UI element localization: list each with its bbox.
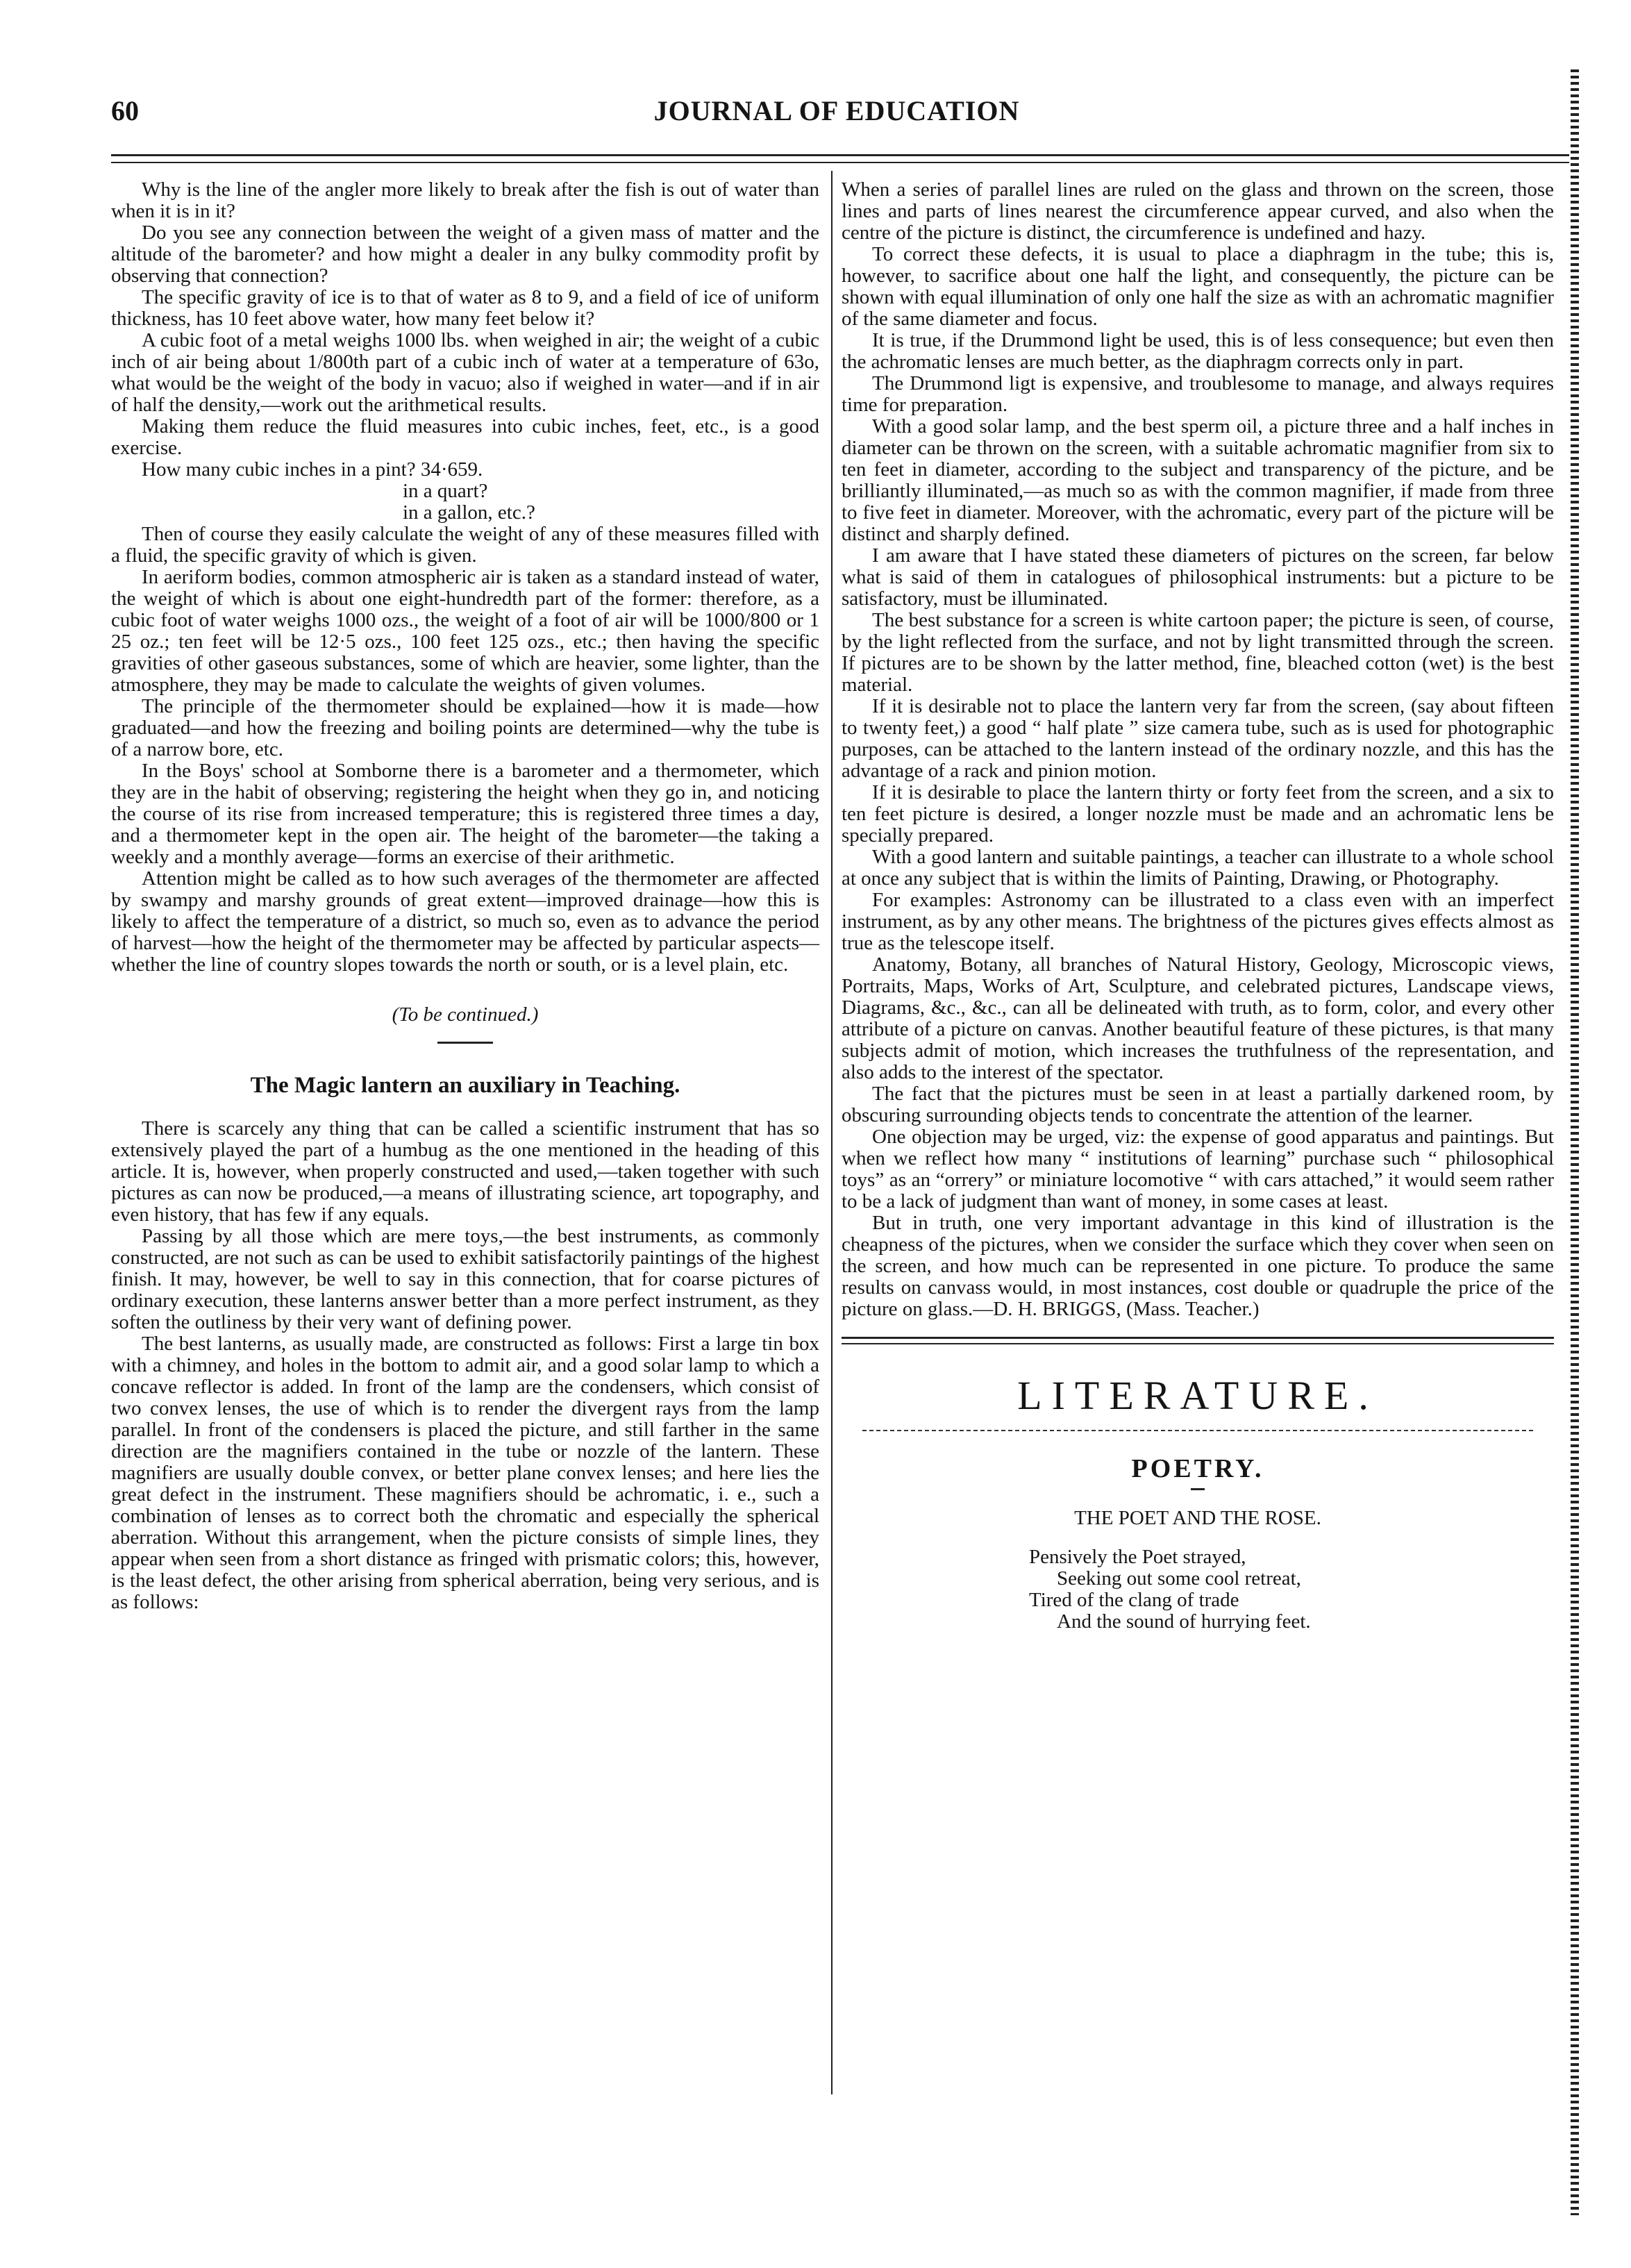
article-paragraph: But in truth, one very important advantage in this kind of illustration is the cheapness of the pictures, when we consider the surface which they cover when seen on the screen, and how much can be represented in one picture. To produce the same results on canvass would, in most instances, cost double or quadruple the price of the picture on glass.—D. H. BRIGGS, (Mass. Teacher.) [842,1212,1554,1320]
article-paragraph: To correct these defects, it is usual to place a diaphragm in the tube; this is, however, to sacrifice about one half the light, and consequently, the picture can be shown with equal illumination of only one half the size as with an achromatic magnifier of the same diameter and focus. [842,243,1554,330]
question-paragraph: The specific gravity of ice is to that of water as 8 to 9, and a field of ice of uniform thickness, has 10 feet above water, how many feet below it? [111,286,819,330]
article-paragraph: For examples: Astronomy can be illustrated to a class even with an imperfect instrument, as by any other means. The brightness of the pictures gives effects almost as true as the telescope itself. [842,889,1554,954]
body-paragraph: How many cubic inches in a pint? 34·659. [142,458,483,481]
page-header [111,94,1562,136]
question-paragraph: A cubic foot of a metal weighs 1000 lbs. when weighed in air; the weight of a cubic inch of air being about 1/800th part of a cubic inch of water at a temperature of 63o, what would be the weight of the body in vacuo; also if weighed in water—and if in air of half the density,—work out the arithmetical results. [111,329,819,416]
body-paragraph: Then of course they easily calculate the weight of any of these measures filled with a fluid, the specific gravity of which is given. [111,523,819,567]
column-divider [831,171,833,2094]
article-paragraph: Passing by all those which are mere toys,—the best instruments, as commonly constructed, are not such as can be used to exhibit satisfactorily paintings of the highest finish. It may, however, be well to say in this connection, that for coarse pictures of ordinary execution, these lanterns answer better than a more perfect instrument, as they soften the outliness by their very want of defining power. [111,1225,819,1333]
literature-rule [842,1337,1554,1344]
dashed-rule [862,1430,1533,1431]
poem-line: And the sound of hurrying feet. [1057,1610,1311,1633]
article-paragraph: With a good solar lamp, and the best sperm oil, a picture three and a half inches in diameter can be thrown on the screen, with a suitable achromatic magnifier from six to ten feet in diameter, according to the subject and transparency of the picture, and be brilliantly illuminated,—as much so as with the common magnifier, if made from three to five feet in diameter. Moreover, with the achromatic, every part of the picture will be distinct and sharply defined. [842,415,1554,545]
article-paragraph: If it is desirable not to place the lantern very far from the screen, (say about fifteen to twenty feet,) a good “ half plate ” size camera tube, such as is used for photographic purposes, can be attached to the lantern instead of the ordinary nozzle, and this has the advantage of a rack and pinion motion. [842,695,1554,782]
page-edge [1571,69,1579,2215]
body-paragraph: In aeriform bodies, common atmospheric air is taken as a standard instead of water, the weight of which is about one eight-hundredth part of the former: therefore, as a cubic foot of water weighs 1000 ozs., the weight of a foot of air will be 1000/800 or 1 25 oz.; ten feet will be 12·5 ozs., 100 feet 125 ozs., etc.; then having the specific gravities of other gaseous substances, some of which are heavier, some lighter, than the atmosphere, they may be made to calculate the weights of given volumes. [111,566,819,696]
article-paragraph: With a good lantern and suitable paintings, a teacher can illustrate to a whole school at once any subject that is within the limits of Painting, Drawing, or Photography. [842,846,1554,890]
article-paragraph: The Drummond ligt is expensive, and troublesome to manage, and always requires time for preparation. [842,372,1554,416]
article-title: The Magic lantern an auxiliary in Teaching. [250,1073,680,1098]
section-separator [437,1042,493,1044]
article-paragraph: When a series of parallel lines are ruled on the glass and thrown on the screen, those lines and parts of lines nearest the circumference appear curved, and also when the centre of the picture is distinct, the circumference is undefined and hazy. [842,178,1554,244]
poem-line: Seeking out some cool retreat, [1057,1567,1301,1590]
article-paragraph: The best substance for a screen is white cartoon paper; the picture is seen, of course, by the light reflected from the surface, and not by light transmitted through the screen. If pictures are to be shown by the latter method, fine, bleached cotton (wet) is the best material. [842,609,1554,696]
article-paragraph: It is true, if the Drummond light be used, this is of less consequence; but even then the achromatic lenses are much better, as the diaphragm corrects only in part. [842,329,1554,373]
right-column [842,179,1554,1633]
article-paragraph: If it is desirable to place the lantern thirty or forty feet from the screen, and a six to ten feet picture is desired, a longer nozzle must be made and an achromatic lens be specially prepared. [842,781,1554,847]
body-paragraph: The principle of the thermometer should be explained—how it is made—how graduated—and how the freezing and boiling points are determined—why the tube is of a narrow bore, etc. [111,695,819,760]
page-number: 60 [111,95,139,126]
question-paragraph: Do you see any connection between the weight of a given mass of matter and the altitude of the barometer? and how might a dealer in any bulky commodity profit by observing that connection? [111,222,819,287]
body-paragraph: Making them reduce the fluid measures into cubic inches, feet, etc., is a good exercise. [111,415,819,459]
article-paragraph: Anatomy, Botany, all branches of Natural History, Geology, Microscopic views, Portraits, Maps, Works of Art, Sculpture, and celebrated pictures, Landscape views, Diagrams, &c., &c., can all be delineated with truth, as to form, color, and every other attribute of a picture on canvas. Another beautiful feature of these pictures, is that many subjects admit of motion, which increases the truthfulness of the representation, and also adds to the interest of the spectator. [842,953,1554,1083]
body-paragraph: In the Boys' school at Somborne there is a barometer and a thermometer, which they are in the habit of observing; registering the height when they go in, and noticing the course of its rise from increased temperature; this is registered three times a day, and a thermometer kept in the open air. The height of the barometer—the taking a weekly and a monthly average—forms an exercise of their arithmetic. [111,760,819,868]
article-paragraph: I am aware that I have stated these diameters of pictures on the screen, far below what is said of them in catalogues of philosophical instruments: but a picture to be satisfactory, must be illuminated. [842,544,1554,610]
journal-title: JOURNAL OF EDUCATION [653,95,1020,126]
article-paragraph: The best lanterns, as usually made, are constructed as follows: First a large tin box with a chimney, and holes in the bottom to admit air, and a good solar lamp to which a concave reflector is added. In front of the lamp are the condensers, which consist of two convex lenses, the use of which is to render the divergent rays from the lamp parallel. In front of the condensers is placed the picture, and still farther in the same direction are the magnifiers contained in the tube or nozzle of the lantern. These magnifiers are usually double convex, or better plane convex lenses; and here lies the great defect in the instrument. These magnifiers should be achromatic, i. e., such a combination of lenses as to correct both the chromatic and especially the spherical aberration. Without this arrangement, when the picture consists of simple lines, they appear when seen from a short distance as fringed with prismatic colors; this, however, is the least defect, the other arising from spherical aberration, being very serious, and is as follows: [111,1333,819,1613]
poetry-heading: POETRY. [1131,1454,1264,1483]
poem-title: THE POET AND THE ROSE. [1074,1507,1321,1529]
article-paragraph: There is scarcely any thing that can be called a scientific instrument that has so extensively played the part of a humbug as the one mentioned in the heading of this article. It is, however, when properly constructed and used,—taken together with such pictures as can now be produced,—a means of illustrating science, art topography, and even history, that has few if any equals. [111,1117,819,1226]
body-paragraph: Attention might be called as to how such averages of the thermometer are affected by swampy and marshy grounds of great extent—improved drainage—how this is likely to affect the temperature of a district, so much so, even as to advance the period of harvest—how the height of the thermometer may be affected by particular aspects—whether the line of country slopes towards the north or south, or is a level plain, etc. [111,867,819,976]
article-paragraph: One objection may be urged, viz: the expense of good apparatus and paintings. But when we reflect how many “ institutions of learning” purchase such “ philosophical toys” as an “orrery” or miniature locomotive “ with cars attached,” it would seem rather to be a lack of judgment than want of money, in some cases at least. [842,1126,1554,1212]
poetry-separator [1191,1488,1205,1490]
article-paragraph: The fact that the pictures must be seen in at least a partially darkened room, by obscuring surrounding objects tends to concentrate the attention of the learner. [842,1083,1554,1126]
sub-question: in a quart? [403,480,488,502]
header-rule [111,154,1569,163]
sub-question: in a gallon, etc.? [403,501,535,524]
literature-heading: LITERATURE. [1017,1373,1378,1418]
poem-line: Pensively the Poet strayed, [1029,1546,1246,1568]
to-be-continued: (To be continued.) [392,1003,539,1026]
left-column [111,179,819,1613]
poem-line: Tired of the clang of trade [1029,1589,1239,1611]
question-paragraph: Why is the line of the angler more likely to break after the fish is out of water than when it is in it? [111,178,819,222]
